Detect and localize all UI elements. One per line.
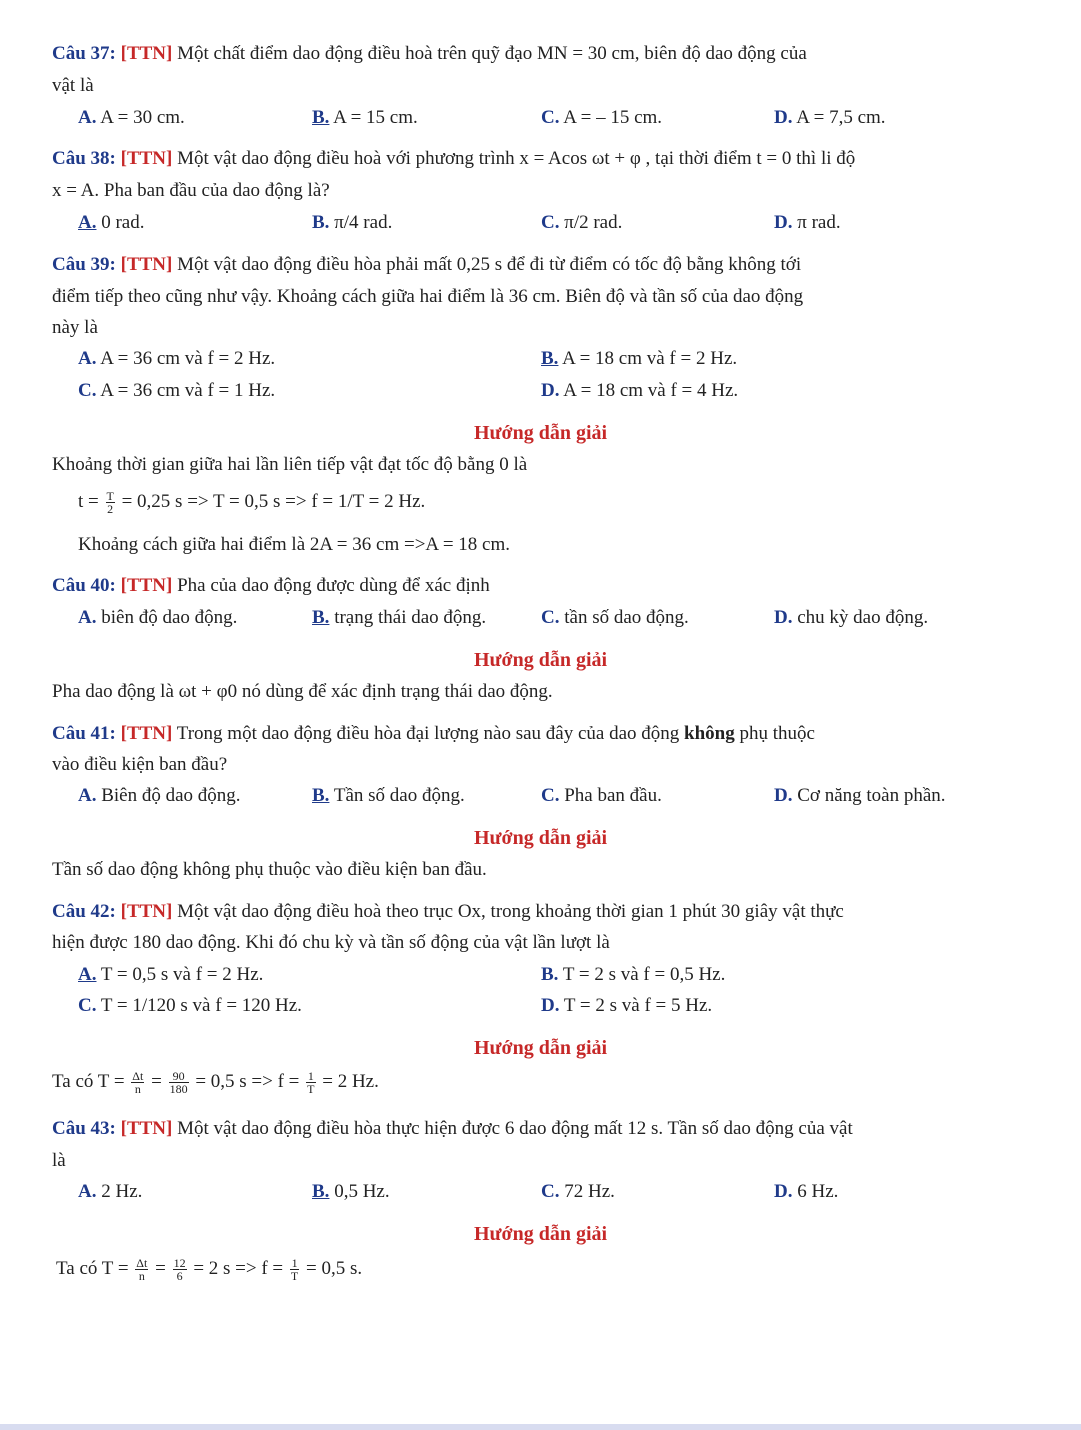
option-d (541, 379, 738, 403)
fraction-denominator: T (290, 1269, 299, 1284)
option-letter: D. (774, 785, 793, 806)
option-text: π/4 rad. (334, 212, 393, 233)
option-text: 72 Hz. (564, 1181, 615, 1202)
option-c (541, 106, 662, 130)
option-letter: B. (312, 785, 330, 806)
fraction-denominator: n (138, 1269, 145, 1284)
option-letter: C. (541, 785, 560, 806)
solution-formula: Ta có T = $\frac{\Delta t}{n}$ = $\frac{90}{180}$ = 0,5 s => f = $\frac{1}{T}$ = 2 Hz. (52, 1069, 379, 1097)
option-b (312, 106, 418, 130)
option-text: biên độ dao động. (101, 607, 238, 628)
fraction-numerator: T (106, 489, 114, 504)
question-text: Một vật dao động điều hoà theo trục Ox, trong khoảng thời gian 1 phút 30 giây vật thực (177, 901, 844, 922)
formula-text: = 2 Hz. (322, 1071, 379, 1092)
question-tag: [TTN] (120, 575, 173, 596)
option-text: chu kỳ dao động. (797, 607, 929, 628)
fraction-numerator: Δt (132, 1069, 144, 1084)
solution-text: Tần số dao động không phụ thuộc vào điều kiện ban đầu. (52, 859, 487, 880)
question-39 (52, 253, 801, 277)
option-text: A = 7,5 cm. (796, 107, 886, 128)
option-letter: C. (78, 380, 97, 401)
question-label: Câu 41: (52, 723, 116, 744)
question-text: Trong một dao động điều hòa đại lượng nào sau đây của dao động (176, 723, 680, 744)
question-label: Câu 37: (52, 43, 116, 64)
solution-heading: Hướng dẫn giải (473, 1037, 608, 1059)
bottom-edge-bar (0, 1424, 1081, 1430)
formula-text: Ta có T = (56, 1258, 129, 1279)
question-tag: [TTN] (120, 723, 173, 744)
option-text: T = 1/120 s và f = 120 Hz. (100, 995, 302, 1016)
formula-text: = 0,25 s => T = 0,5 s => f = 1/T = 2 Hz. (121, 491, 426, 512)
fraction (169, 1070, 189, 1095)
option-text: π/2 rad. (564, 212, 623, 233)
fraction-denominator: 2 (107, 502, 114, 517)
option-text: A = 18 cm và f = 2 Hz. (562, 348, 738, 369)
question-text-line: điểm tiếp theo cũng như vậy. Khoảng cách giữa hai điểm là 36 cm. Biên độ và tần số của dao động (52, 286, 804, 307)
option-letter: C. (541, 107, 560, 128)
option-d (774, 784, 946, 808)
option-text: 2 Hz. (101, 1181, 143, 1202)
question-tag: [TTN] (120, 254, 173, 275)
option-text: Pha ban đầu. (564, 785, 662, 806)
question-text-line: này là (52, 317, 98, 338)
fraction-numerator: 1 (307, 1069, 314, 1084)
question-text-line: hiện được 180 dao động. Khi đó chu kỳ và tần số động của vật lần lượt là (52, 932, 610, 953)
fraction (306, 1070, 315, 1095)
formula-text: = 2 s => f = (193, 1258, 284, 1279)
option-c (541, 784, 662, 808)
option-letter: C. (541, 212, 560, 233)
formula-text: = 0,5 s. (306, 1258, 363, 1279)
option-a (78, 606, 237, 630)
question-38 (52, 147, 855, 171)
option-c (541, 606, 689, 630)
option-letter: D. (774, 1181, 793, 1202)
question-label: Câu 38: (52, 148, 116, 169)
option-text: A = – 15 cm. (563, 107, 663, 128)
option-text: Biên độ dao động. (101, 785, 241, 806)
option-b (312, 606, 486, 630)
option-text: 6 Hz. (797, 1181, 839, 1202)
question-37 (52, 42, 807, 66)
option-d (774, 606, 928, 630)
fraction (135, 1257, 148, 1282)
fraction-denominator: T (307, 1082, 315, 1097)
question-text: Một chất điểm dao động điều hoà trên quỹ đạo MN = 30 cm, biên độ dao động của (177, 43, 807, 64)
option-text: 0 rad. (101, 212, 145, 233)
fraction (173, 1257, 187, 1282)
fraction-numerator: Δt (136, 1256, 148, 1271)
option-text: trạng thái dao động. (334, 607, 487, 628)
solution-text: Pha dao động là ωt + φ0 nó dùng để xác định trạng thái dao động. (52, 681, 553, 702)
option-c (541, 211, 622, 235)
option-text: π rad. (797, 212, 841, 233)
option-letter: B. (312, 607, 330, 628)
question-tag: [TTN] (120, 1118, 173, 1139)
option-text: A = 36 cm và f = 2 Hz. (100, 348, 276, 369)
option-text: A = 36 cm và f = 1 Hz. (100, 380, 276, 401)
option-letter: C. (78, 995, 97, 1016)
option-letter: D. (541, 380, 560, 401)
question-42 (52, 900, 844, 924)
fraction-denominator: n (134, 1082, 141, 1097)
option-text: T = 0,5 s và f = 2 Hz. (100, 964, 264, 985)
question-tag: [TTN] (120, 148, 173, 169)
fraction-numerator: 1 (291, 1256, 298, 1271)
question-text: Một vật dao động điều hòa phải mất 0,25 s để đi từ điểm có tốc độ bằng không tới (177, 254, 802, 275)
question-text: Pha của dao động được dùng để xác định (177, 575, 490, 596)
question-label: Câu 39: (52, 254, 116, 275)
option-b (312, 1180, 390, 1204)
option-letter: A. (78, 607, 97, 628)
option-a (78, 784, 241, 808)
solution-heading: Hướng dẫn giải (473, 1223, 608, 1245)
question-text-line: x = A. Pha ban đầu của dao động là? (52, 180, 330, 201)
option-a (78, 1180, 142, 1204)
option-text: Tần số dao động. (333, 785, 465, 806)
option-letter: B. (541, 348, 559, 369)
option-d (774, 211, 841, 235)
question-emphasis: không (684, 723, 735, 744)
question-tag: [TTN] (120, 43, 173, 64)
question-text-line: là (52, 1150, 66, 1171)
fraction (290, 1257, 299, 1282)
option-letter: A. (78, 212, 97, 233)
solution-formula (78, 490, 425, 515)
option-text: A = 15 cm. (333, 107, 418, 128)
option-d (541, 994, 712, 1018)
option-a (78, 106, 185, 130)
option-letter: D. (774, 212, 793, 233)
question-text: phụ thuộc (739, 723, 815, 744)
question-41 (52, 722, 815, 746)
question-text-line: vào điều kiện ban đầu? (52, 754, 228, 775)
option-letter: A. (78, 107, 97, 128)
fraction-numerator: 90 (169, 1070, 189, 1083)
option-d (774, 1180, 838, 1204)
question-text: Một vật dao động điều hòa thực hiện được 6 dao động mất 12 s. Tần số dao động của vật (177, 1118, 853, 1139)
question-40 (52, 574, 490, 598)
option-letter: A. (78, 785, 97, 806)
question-label: Câu 40: (52, 575, 116, 596)
option-letter: C. (541, 1181, 560, 1202)
option-letter: A. (78, 348, 97, 369)
option-letter: B. (312, 1181, 330, 1202)
option-letter: A. (78, 964, 97, 985)
fraction (106, 490, 115, 515)
option-text: Cơ năng toàn phần. (797, 785, 946, 806)
fraction-numerator: 12 (173, 1256, 186, 1271)
question-text: Một vật dao động điều hoà với phương trình x = Acos ωt + φ , tại thời điểm t = 0 thì li độ (177, 148, 856, 169)
option-d (774, 106, 886, 130)
option-letter: B. (541, 964, 559, 985)
fraction-denominator: 180 (169, 1082, 188, 1097)
question-label: Câu 42: (52, 901, 116, 922)
option-letter: B. (312, 212, 330, 233)
option-c (78, 994, 302, 1018)
option-text: T = 2 s và f = 5 Hz. (563, 995, 713, 1016)
solution-text: Khoảng thời gian giữa hai lần liên tiếp vật đạt tốc độ bằng 0 là (52, 454, 528, 475)
option-letter: B. (312, 107, 330, 128)
option-a (78, 347, 275, 371)
option-b (541, 963, 725, 987)
solution-formula: Ta có T = $\frac{\Delta t}{n}$ = $\frac{12}{6}$ = 2 s => f = $\frac{1}{T}$ = 0,5 s. (56, 1256, 363, 1284)
option-text: tần số dao động. (564, 607, 689, 628)
solution-heading: Hướng dẫn giải (473, 422, 608, 444)
option-text: 0,5 Hz. (334, 1181, 390, 1202)
solution-text: Khoảng cách giữa hai điểm là 2A = 36 cm =>A = 18 cm. (78, 534, 511, 555)
question-43 (52, 1117, 853, 1141)
option-a (78, 963, 263, 987)
question-tag: [TTN] (120, 901, 173, 922)
option-c (541, 1180, 615, 1204)
option-a (78, 211, 145, 235)
option-b (541, 347, 737, 371)
fraction (131, 1070, 144, 1095)
option-text: A = 18 cm và f = 4 Hz. (563, 380, 739, 401)
option-text: T = 2 s và f = 0,5 Hz. (562, 964, 726, 985)
option-b (312, 784, 465, 808)
question-label: Câu 43: (52, 1118, 116, 1139)
option-letter: A. (78, 1181, 97, 1202)
formula-text: = 0,5 s => f = (195, 1071, 300, 1092)
question-text-line: vật là (52, 75, 94, 96)
solution-heading: Hướng dẫn giải (473, 827, 608, 849)
formula-text: t = (78, 491, 99, 512)
option-letter: C. (541, 607, 560, 628)
fraction-denominator: 6 (176, 1269, 183, 1284)
option-c (78, 379, 275, 403)
formula-text: Ta có T = (52, 1071, 125, 1092)
option-letter: D. (774, 607, 793, 628)
option-b (312, 211, 392, 235)
option-text: A = 30 cm. (100, 107, 185, 128)
solution-heading: Hướng dẫn giải (473, 649, 608, 671)
option-letter: D. (541, 995, 560, 1016)
option-letter: D. (774, 107, 793, 128)
